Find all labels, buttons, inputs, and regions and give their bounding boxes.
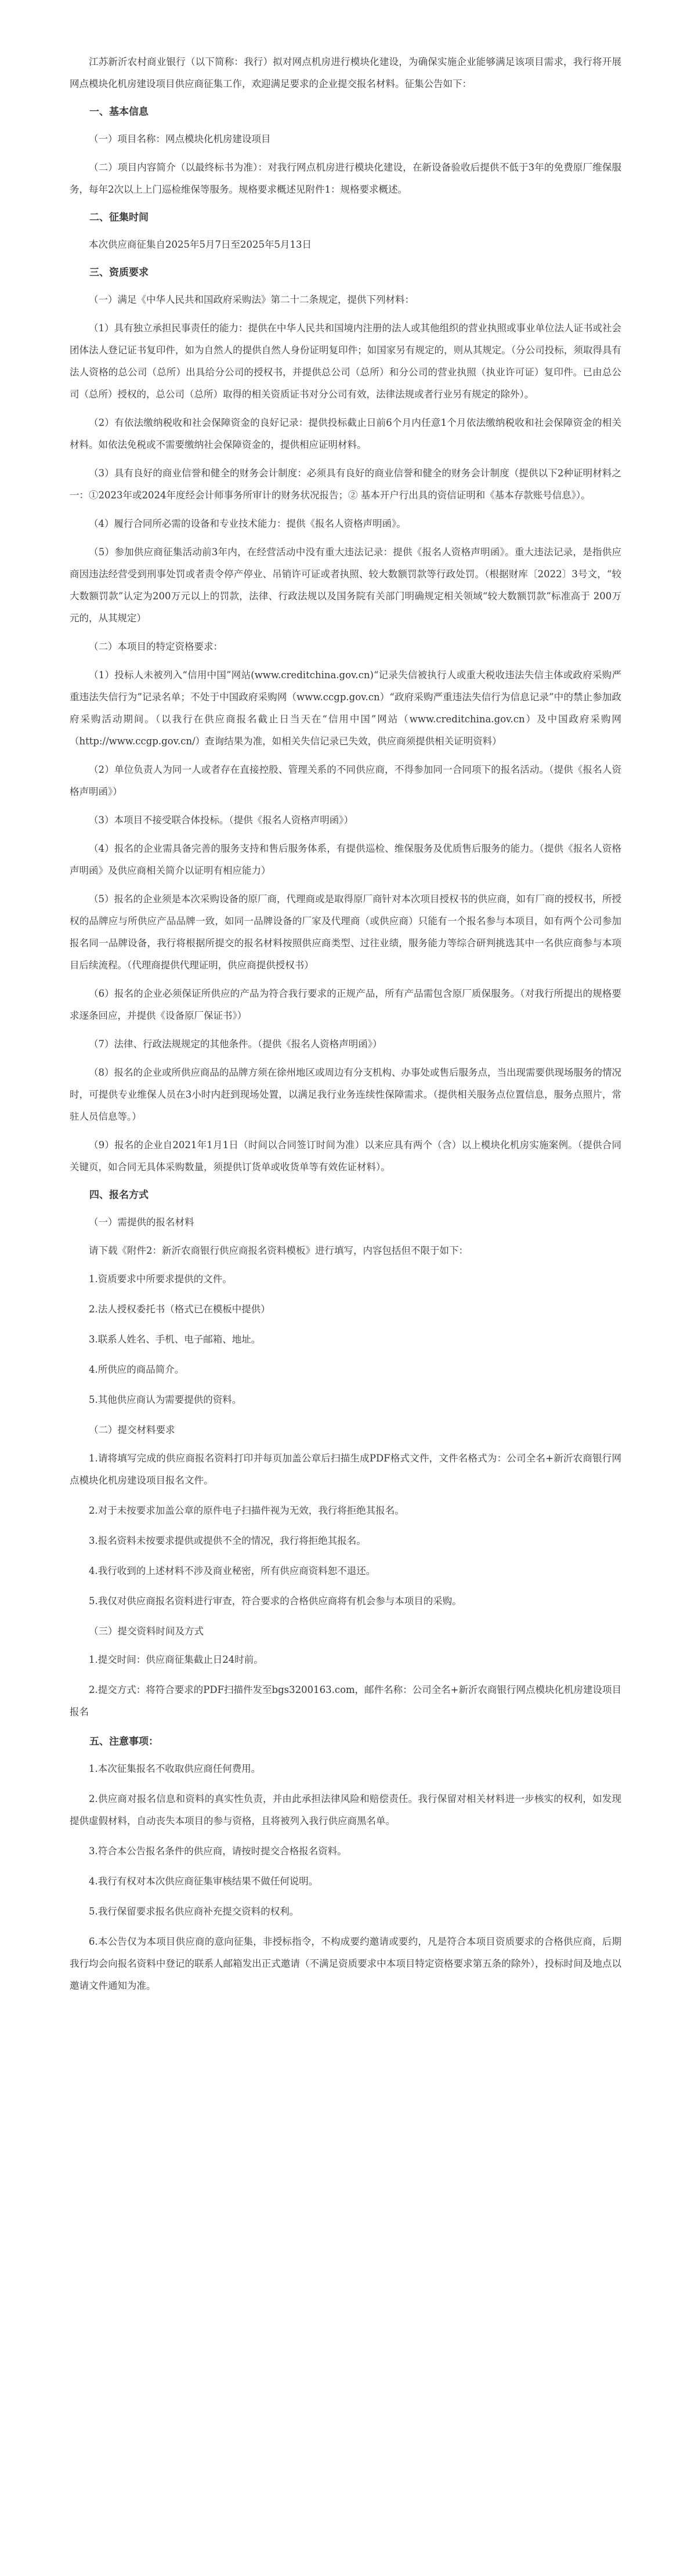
requirement-paragraph: （5）参加供应商征集活动前3年内，在经营活动中没有重大违法记录：提供《报名人资格声明函》。重大违法记录，是指供应商因违法经营受到刑事处罚或者责令停产停业、吊销许可证或者执照、较大数额罚款等行政处罚。（根据财库〔2022〕3号文，“较大数额罚款”认定为200万元以上的罚款，法律、行政法规以及国务院有关部门明确规定相关领域“较大数额罚款”标准高于 200万元的，从其规定）: [70, 547, 621, 624]
intro-paragraph: 江苏新沂农村商业银行（以下简称：我行）拟对网点机房进行模块化建设，为确保实施企业能够满足该项目需求，我行将开展网点模块化机房建设项目供应商征集工作，欢迎满足要求的企业提交报名材料。征集公告如下：: [70, 56, 621, 89]
requirement-paragraph: （3）具有良好的商业信誉和健全的财务会计制度：必须具有良好的商业信誉和健全的财务会计制度（提供以下2种证明材料之一：①2023年或2024年度经会计师事务所审计的财务状况报告；② 基本开户行出具的资信证明和《基本存款账号信息》）。: [70, 468, 621, 501]
section-registration: [70, 1185, 621, 1723]
list-item: 4.所供应的商品简介。: [89, 1364, 184, 1375]
section-notes: [70, 1731, 621, 1997]
requirement-paragraph: （4）履行合同所必需的设备和专业技术能力：提供《报名人资格声明函》。: [89, 518, 406, 529]
section-collection-time: [70, 207, 621, 256]
requirement-paragraph: （7）法律、行政法规规定的其他条件。（提供《报名人资格声明函》）: [89, 1039, 382, 1050]
list-item: 5.我行保留要求报名供应商补充提交资料的权利。: [89, 1906, 299, 1917]
submission-requirements-list: [70, 1448, 621, 1612]
section-heading: 一、基本信息: [89, 106, 149, 118]
list-item: 6.本公告仅为本项目供应商的意向征集，非授标指令，不构成要约邀请或要约，凡是符合本项目资质要求的合格供应商，后期我行均会向报名资料中登记的联系人邮箱发出正式邀请（不满足资质要求中本项目特定资格要求第五条的除外），投标时间及地点以邀请文件通知为准。: [70, 1936, 621, 1991]
subsection-title: （一）需提供的报名材料: [89, 1217, 194, 1228]
requirement-paragraph: （1）投标人未被列入“信用中国”网站(www.creditchina.gov.cn)“记录失信被执行人或重大税收违法失信主体或政府采购严重违法失信行为”记录名单；不处于中国政府采购网（www.ccgp.gov.cn）“政府采购严重违法失信行为信息记录”中的禁止参加政府采购活动期间。（以我行在供应商报名截止日当天在“信用中国”网站（www.creditchina.gov.cn）及中国政府采购网（http://www.ccgp.gov.cn/）查询结果为准，如相关失信记录已失效，供应商须提供相关证明资料）: [70, 670, 621, 747]
requirement-paragraph: （6）报名的企业必须保证所供应的产品为符合我行要求的正规产品，所有产品需包含原厂质保服务。（对我行所提出的规格要求逐条回应，并提供《设备原厂保证书》）: [70, 988, 621, 1021]
project-summary: （二）项目内容简介（以最终标书为准）：对我行网点机房进行模块化建设，在新设备验收后提供不低于3年的免费原厂维保服务，每年2次以上上门巡检维保等服务。规格要求概述见附件1：规格要求概述。: [70, 162, 621, 195]
subsection-title: （三）提交资料时间及方式: [89, 1626, 204, 1637]
requirement-paragraph: （5）报名的企业须是本次采购设备的原厂商，代理商或是取得原厂商针对本次项目授权书的供应商，如有厂商的授权书，所授权的品牌应与所供应产品品牌一致，如同一品牌设备的厂家及代理商（或供应商）只能有一个报名参与本项目，如有两个公司参加报名同一品牌设备，我行将根据所提交的报名材料按照供应商类型、过往业绩，服务能力等综合研判挑选其中一名供应商参与本项目后续流程。（代理商提供代理证明，供应商提供授权书）: [70, 893, 621, 971]
list-item: 5.我仅对供应商报名资料进行审查，符合要求的合格供应商将有机会参与本项目的采购。: [89, 1595, 462, 1607]
submission-method-list: [70, 1649, 621, 1723]
collection-period: 本次供应商征集自2025年5月7日至2025年5月13日: [89, 239, 312, 250]
requirement-paragraph: （1）具有独立承担民事责任的能力：提供在中华人民共和国境内注册的法人或其他组织的营业执照或事业单位法人证书或社会团体法人登记证书复印件，如为自然人的提供自然人身份证明复印件；如国家另有规定的，则从其规定。（分公司投标，须取得具有法人资格的总公司（总所）出具给分公司的授权书，并提供总公司（总所）和分公司的营业执照（执业许可证）复印件。已由总公司（总所）授权的，总公司（总所）取得的相关资质证书对分公司有效，法律法规或者行业另有规定的除外）。: [70, 323, 621, 400]
requirement-paragraph: （3）本项目不接受联合体投标。（提供《报名人资格声明函》）: [89, 815, 353, 826]
list-item: 2.供应商对报名信息和资料的真实性负责，并由此承担法律风险和赔偿责任。我行保留对相关材料进一步核实的权利，如发现提供虚假材料，自动丧失本项目的参与资格，且将被列入我行供应商黑名单。: [70, 1793, 621, 1826]
subsection-title: （一）满足《中华人民共和国政府采购法》第二十二条规定，提供下列材料：: [89, 294, 414, 305]
section-heading: 四、报名方式: [89, 1189, 149, 1201]
section-basic-info: [70, 102, 621, 201]
list-item: 1.请将填写完成的供应商报名资料打印并每页加盖公章后扫描生成PDF格式文件，文件名格式为：公司全名+新沂农商银行网点模块化机房建设项目报名文件。: [70, 1453, 621, 1486]
section-qualification: [70, 262, 621, 1178]
template-instruction: 请下载《附件2：新沂农商银行供应商报名资料模板》进行填写，内容包括但不限于如下：: [89, 1245, 468, 1256]
requirement-paragraph: （2）单位负责人为同一人或者存在直接控股、管理关系的不同供应商，不得参加同一合同项下的报名活动。（提供《报名人资格声明函》）: [70, 764, 621, 797]
requirement-paragraph: （2）有依法缴纳税收和社会保障资金的良好记录：提供投标截止日前6个月内任意1个月依法缴纳税收和社会保障资金的相关材料。如依法免税或不需要缴纳社会保障资金的，提供相应证明材料。: [70, 417, 621, 450]
list-item: 1.提交时间：供应商征集截止日24时前。: [89, 1654, 263, 1665]
list-item: 1.资质要求中所要求提供的文件。: [89, 1273, 232, 1285]
list-item: 4.我行有权对本次供应商征集审核结果不做任何说明。: [89, 1876, 319, 1887]
material-list: [70, 1268, 621, 1411]
list-item: 2.法人授权委托书（格式已在模板中提供）: [89, 1304, 270, 1315]
section-heading: 二、征集时间: [89, 212, 149, 223]
notes-list: [70, 1758, 621, 1997]
requirement-paragraph: （4）报名的企业需具备完善的服务支持和售后服务体系，有提供巡检、维保服务及优质售后服务的能力。（提供《报名人资格声明函》及供应商相关简介以证明有相应能力）: [70, 843, 621, 876]
list-item: 5.其他供应商认为需要提供的资料。: [89, 1394, 242, 1405]
subsection-title: （二）提交材料要求: [89, 1424, 175, 1435]
section-heading: 五、注意事项：: [89, 1736, 158, 1748]
list-item: 3.符合本公告报名条件的供应商，请按时提交合格报名资料。: [89, 1846, 347, 1857]
list-item: 2.对于未按要求加盖公章的原件电子扫描件视为无效，我行将拒绝其报名。: [89, 1505, 404, 1516]
requirement-paragraph: （9）报名的企业自2021年1月1日（时间以合同签订时间为准）以来应具有两个（含）以上模块化机房实施案例。（提供合同关键页，如合同无具体采购数量，须提供订货单或收货单等有效佐证材料）。: [70, 1139, 621, 1173]
list-item: 3.联系人姓名、手机、电子邮箱、地址。: [89, 1334, 261, 1345]
section-heading: 三、资质要求: [89, 267, 149, 278]
project-name: （一）项目名称：网点模块化机房建设项目: [89, 133, 271, 144]
list-item: 4.我行收到的上述材料不涉及商业秘密，所有供应商资料恕不退还。: [89, 1565, 376, 1576]
list-item: 3.报名资料未按要求提供或提供不全的情况，我行将拒绝其报名。: [89, 1535, 366, 1546]
requirement-paragraph: （8）报名的企业或所供应商品的品牌方须在徐州地区或周边有分支机构、办事处或售后服务点，当出现需要供现场服务的情况时，可提供专业维保人员在3小时内赶到现场处置，以满足我行业务连续性保障需求。（提供相关服务点位置信息，服务点照片，常驻人员信息等。）: [70, 1067, 621, 1122]
list-item: 1.本次征集报名不收取供应商任何费用。: [89, 1763, 261, 1774]
subsection-title: （二）本项目的特定资格要求：: [89, 641, 223, 652]
list-item: 2.提交方式：将符合要求的PDF扫描件发至bgs3200163.com，邮件名称：公司全名+新沂农商银行网点模块化机房建设项目报名: [70, 1684, 621, 1717]
